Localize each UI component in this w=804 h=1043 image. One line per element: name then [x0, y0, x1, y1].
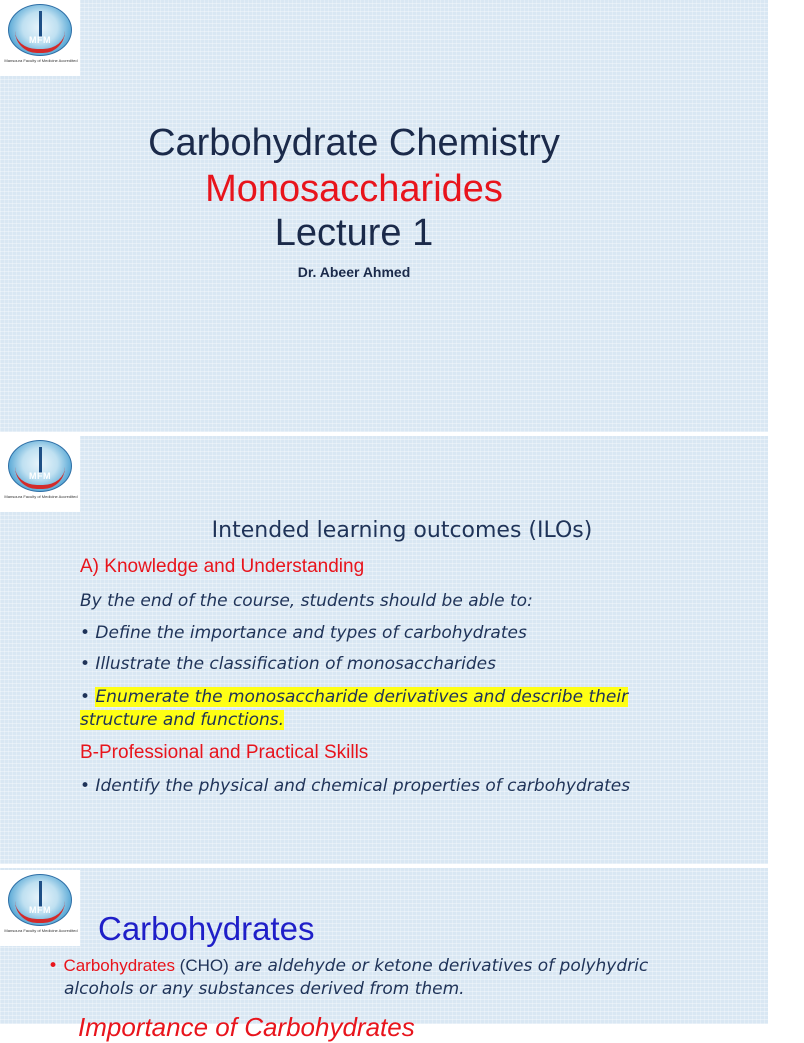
intro-text: By the end of the course, students should be able to: [80, 591, 533, 611]
definition-text-continued: alcohols or any substances derived from them. [64, 979, 465, 999]
mfm-emblem-icon: MFM [8, 4, 72, 56]
mfm-emblem-icon: MFM [8, 874, 72, 926]
section-skills-heading: B-Professional and Practical Skills [80, 742, 369, 763]
partial-heading: Importance of Carbohydrates [78, 1012, 415, 1042]
highlighted-text-continued: structure and functions. [80, 710, 285, 730]
author-name: Dr. Abeer Ahmed [297, 264, 411, 280]
logo-caption: Mansoura Faculty of Medicine Accredited [4, 58, 78, 63]
list-item: • Identify the physical and chemical properties of carbohydrates [80, 776, 631, 796]
list-item: • Define the importance and types of carbohydrates [80, 623, 527, 643]
faculty-logo [0, 436, 80, 512]
title-slide [0, 0, 768, 432]
mfm-emblem-icon: MFM [8, 440, 72, 492]
section-heading: Carbohydrates [98, 910, 315, 947]
definition-paragraph [48, 954, 742, 1001]
definition-text: are aldehyde or ketone derivatives of polyhydric [228, 956, 649, 976]
ilo-heading: Intended learning outcomes (ILOs) [211, 518, 593, 543]
highlighted-text: Enumerate the monosaccharide derivatives and describe their [95, 687, 629, 707]
lecture-number: Lecture 1 [274, 212, 434, 254]
highlighted-list-item [80, 686, 742, 732]
section-knowledge-heading: A) Knowledge and Understanding [80, 556, 365, 577]
logo-caption: Mansoura Faculty of Medicine Accredited [4, 928, 78, 933]
list-item: • Illustrate the classification of monosaccharides [80, 654, 496, 674]
faculty-logo [0, 0, 80, 76]
bullet-marker: • [80, 687, 96, 707]
slide-title: Carbohydrate Chemistry [148, 122, 560, 164]
bullet-marker: • [48, 956, 59, 976]
carbohydrates-slide [0, 868, 768, 1042]
slide-subtitle: Monosaccharides [205, 168, 503, 210]
faculty-logo [0, 870, 80, 946]
logo-caption: Mansoura Faculty of Medicine Accredited [4, 494, 78, 499]
term-abbreviation: (CHO) [174, 956, 229, 975]
ilo-slide [0, 436, 768, 864]
term-text: Carbohydrates [63, 956, 175, 975]
